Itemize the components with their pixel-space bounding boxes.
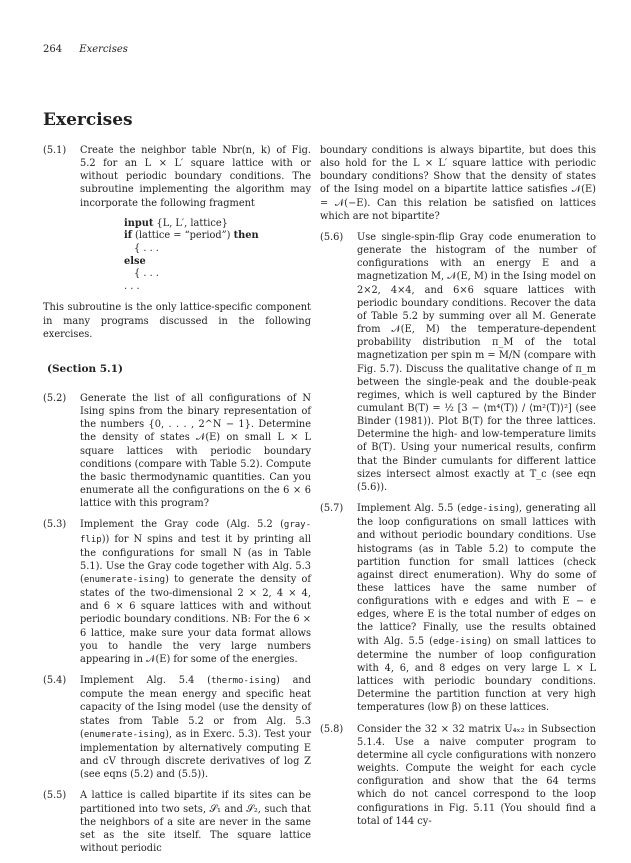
page-number: 264 xyxy=(43,44,63,55)
exercise-5-4 xyxy=(43,674,311,781)
algorithm-name: gray-flip xyxy=(80,520,311,545)
exercise-5-6 xyxy=(320,231,596,494)
exercise-number: (5.4) xyxy=(43,675,67,687)
code-keyword: if xyxy=(124,230,132,242)
code-text: {L, L′, lattice} xyxy=(153,217,228,229)
exercise-5-7 xyxy=(320,502,596,715)
exercise-text: Use single-spin-flip Gray code enumeration to generate the histogram of the number of configurations with an energy E and a magnetization M, 𝒩(E, M) in the Ising model on 2×2, 4×4, and 6×6 square lattices with periodic boundary conditions. Recover the data of Table 5.2 by summing over all M. Generate from 𝒩(E, M) the temperature-dependent probability distribution π_M of the total magnetization per spin m = M/N (compare with Fig. 5.7). Discuss the qualitative change of π_m between the single-peak and the double-peak regimes, which is well captured by the Binder cumulant B(T) = ½ [3 − ⟨m⁴(T)⟩ / ⟨m²(T)⟩²] (see Binder (1981)). Plot B(T) for the three lattices. Determine the high- and low-temperature limits of B(T). Using your numerical results, confirm that the Binder cumulants for different lattice sizes intersect almost exactly at T_c (see eqn (5.6)). xyxy=(357,231,596,493)
exercise-text: Generate the list of all configurations of N Ising spins from the binary representation of the numbers {0, . . . , 2^N − 1}. Determine the density of states 𝒩(E) on small L × L square lattices with periodic boundary conditions (compare with Table 5.2). Compute the basic thermodynamic quantities. Can you enumerate all the configurations on the 6 × 6 lattice with this program? xyxy=(80,392,311,510)
exercise-text: ), generating all the loop configurations on small lattices with and without periodic boundary conditions. Use histograms (as in Table 5.2) to compute the partition function for small lattices (check against direct enumeration). Why do some of these lattices have the same number of configurations with e edges and with E − e edges, where E is the total number of edges on the lattice? Finally, use the results obtained with Alg. 5.5 ( xyxy=(357,503,596,647)
exercise-text: ) and compute the mean energy and specific heat capacity of the Ising model (use the density of states from Table 5.2 or from Alg. 5.3 ( xyxy=(80,675,311,740)
section-heading: (Section 5.1) xyxy=(47,362,123,375)
code-line: { . . . xyxy=(134,268,159,280)
exercise-5-1-after: This subroutine is the only lattice-specific component in many programs discussed in the following exercises. xyxy=(43,302,311,340)
chapter-section-title: Exercises xyxy=(43,110,133,130)
code-text: (lattice = “period”) xyxy=(131,230,234,242)
algorithm-fragment xyxy=(43,218,311,294)
exercise-number: (5.3) xyxy=(43,519,67,531)
exercise-5-5 xyxy=(43,789,311,855)
exercise-text: ) on small lattices to determine the number of loop configuration with 4, 6, and 8 edges on very large L × L lattices with periodic boundary conditions. Determine the partition function at very high temperatures (low β) on these lattices. xyxy=(357,635,596,714)
exercise-text: Implement Alg. 5.5 ( xyxy=(357,503,461,515)
exercise-number: (5.7) xyxy=(320,503,344,515)
running-header xyxy=(43,44,128,55)
algorithm-name: enumerate-ising xyxy=(83,729,166,740)
exercise-text: Consider the 32 × 32 matrix U₄ₓ₂ in Subsection 5.1.4. Use a naive computer program to determine all cycle configurations with nonzero weights. Compute the weight for each cycle configuration and show that the 64 terms which do not cancel correspond to the loop configurations in Fig. 5.11 (You should find a total of 144 cy- xyxy=(357,723,596,827)
algorithm-name: thermo-ising xyxy=(210,676,276,687)
right-column xyxy=(320,144,596,836)
exercise-number: (5.1) xyxy=(43,145,67,156)
exercise-text: Create the neighbor table Nbr(n, k) of Fig. 5.2 for an L × L′ square lattice with or without periodic boundary conditions. The subroutine implementing the algorithm may incorporate the following fragment xyxy=(80,145,311,209)
code-line: { . . . xyxy=(134,242,159,254)
exercise-5-1 xyxy=(43,144,311,210)
exercise-5-5-continued: boundary conditions is always bipartite, but does this also hold for the L × L′ square lattice with periodic boundary conditions? Show that the density of states of the Ising model on a bipartite lattice satisfies 𝒩(E) = 𝒩(−E). Can this relation be satisfied on lattices which are not bipartite? xyxy=(320,145,596,222)
algorithm-name: edge-ising xyxy=(432,636,488,647)
exercise-text: Implement Alg. 5.4 ( xyxy=(80,675,211,687)
exercise-text: ) to generate the density of states of the two-dimensional 2 × 2, 4 × 4, and 6 × 6 square lattices with and without periodic boundary conditions. NB: For the 6 × 6 lattice, make sure your data format allows you to handle the very large numbers appearing in 𝒩(E) for some of the energies. xyxy=(80,574,311,665)
exercise-5-3 xyxy=(43,518,311,666)
exercise-text: A lattice is called bipartite if its sites can be partitioned into two sets, 𝒮₁ and 𝒮₂, such that the neighbors of a site are never in the same set as the site itself. The square lattice without periodic xyxy=(80,790,311,854)
code-keyword: input xyxy=(124,217,154,229)
code-keyword: then xyxy=(233,230,259,242)
exercise-number: (5.8) xyxy=(320,723,344,735)
exercise-number: (5.5) xyxy=(43,790,67,802)
exercise-number: (5.2) xyxy=(43,392,67,404)
code-keyword: else xyxy=(124,255,146,267)
code-line xyxy=(124,230,311,243)
exercise-5-8 xyxy=(320,723,596,828)
algorithm-name: enumerate-ising xyxy=(83,575,166,585)
exercise-5-2 xyxy=(43,392,311,510)
code-line: . . . xyxy=(124,280,140,292)
algorithm-name: edge-ising xyxy=(460,504,516,515)
exercise-number: (5.6) xyxy=(320,231,344,243)
left-column xyxy=(43,144,311,863)
exercise-text: ), as in Exerc. 5.3). Test your implementation by alternatively computing E and cV through discrete derivatives of log Z (see eqns (5.2) and (5.5)). xyxy=(80,728,311,781)
running-title: Exercises xyxy=(79,44,128,55)
code-line xyxy=(124,218,311,231)
exercise-text: Implement the Gray code (Alg. 5.2 ( xyxy=(80,519,284,531)
exercise-text: )) for N spins and test it by printing all the configurations for small N (as in Table 5.1). Use the Gray code together with Alg. 5.3 ( xyxy=(80,533,311,585)
